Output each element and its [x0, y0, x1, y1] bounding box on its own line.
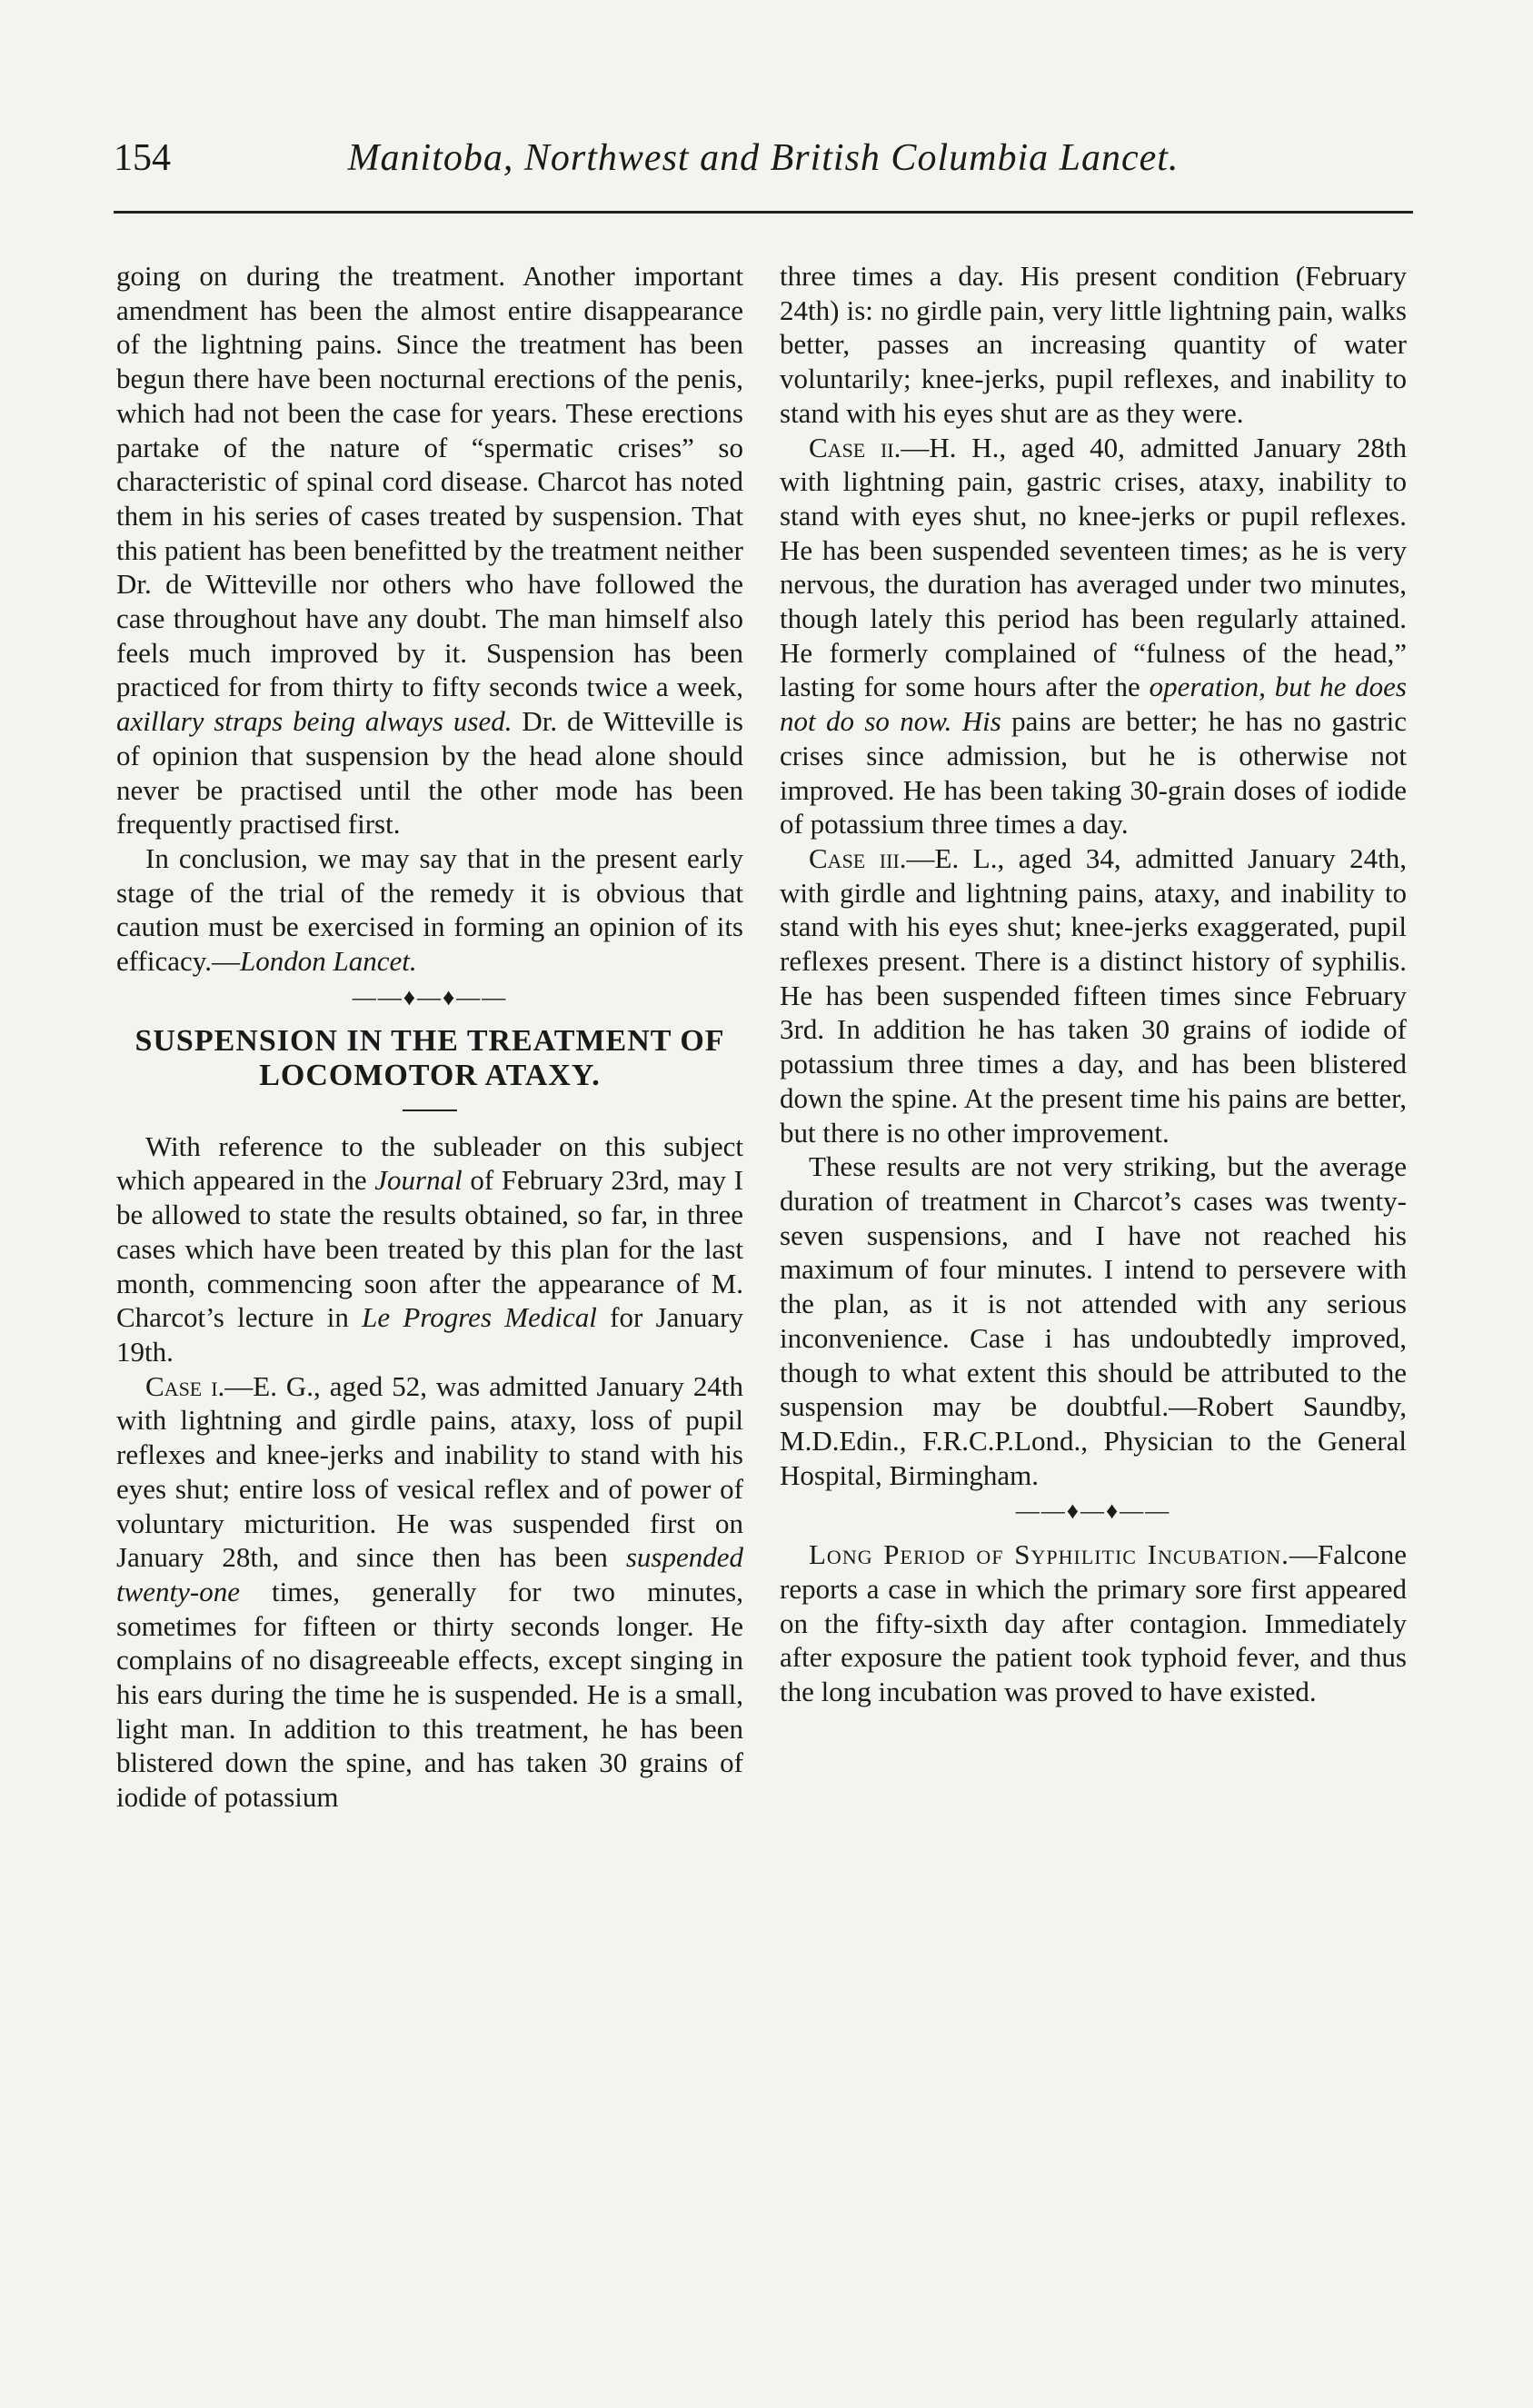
text-run: —Falcone reports a case in which the primary sore first appeared on the fifty-sixth day after contagion. Immediately after exposure the patient took typhoid fever, and thus the long incubation was proved to have existed. — [780, 1538, 1407, 1708]
case-label: Case iii. — [809, 841, 907, 874]
note-paragraph — [780, 1537, 1407, 1709]
italic-text: suspended twenty-one — [116, 1541, 743, 1607]
case-paragraph — [116, 1369, 743, 1815]
left-column — [116, 259, 743, 1815]
ornament-divider: ——♦—♦—— — [352, 983, 508, 1010]
paragraph: These results are not very striking, but the average duration of treatment in Charcot’s cases was twenty-seven suspensions, and I have not reached his maximum of four minutes. I intend to persevere with the plan, as it is not attended with any serious inconvenience. Case i has undoubtedly improved, though to what extent this should be attributed to the suspension may be doubtful.—Robert Saundby, M.D.Edin., F.R.C.P.Lond., Physician to the General Hospital, Birmingham. — [780, 1150, 1407, 1491]
text-run: going on during the treatment. Another important amendment has been the almost entire disappearance of the lightning pains. Since the treatment has been begun there have been nocturnal erections of the penis, which had not been the case for years. These erections partake of the nature of “spermatic crises” so characteristic of spinal cord disease. Charcot has noted them in his series of cases treated by suspension. That this patient has been benefitted by the treatment neither Dr. de Witteville nor others who have followed the case throughout have any doubt. The man himself also feels much improved by it. Suspension has been practiced for from thirty to fifty seconds twice a week, — [116, 260, 743, 703]
case-label: Case ii. — [809, 431, 901, 463]
running-title: Manitoba, Northwest and British Columbia Lancet. — [347, 137, 1180, 179]
header-rule — [114, 211, 1413, 214]
italic-text: axillary straps being always used. — [116, 705, 513, 738]
text-run: —H. H., aged 40, admitted January 28th with lightning pain, gastric crises, ataxy, inability to stand with eyes shut, no knee-jerks or pupil reflexes. He has been suspended seventeen times; as he is very nervous, the duration has averaged under two minutes, though lately this period has been regularly attained. He formerly complained of “fulness of the head,” lasting for some hours after the — [780, 431, 1408, 703]
italic-text: Journal — [374, 1164, 463, 1197]
text-run: Dr. de Witteville is of opinion that suspension by the head alone should never be practised until the other mode has been frequently practised first. — [116, 705, 743, 841]
text-run: of February 23rd, may I be allowed to state the results obtained, so far, in three cases which have been treated by this plan for the last month, commencing soon after the appearance of M. Charcot’s lecture in — [116, 1164, 744, 1334]
page-header — [114, 136, 1413, 191]
page-number: 154 — [114, 137, 171, 179]
section-heading: SUSPENSION IN THE TREATMENT OF LOCOMOTOR ATAXY. — [134, 1023, 725, 1092]
italic-text: operation, but he does not do so now. His — [780, 671, 1407, 738]
text-run: —E. L., aged 34, admitted January 24th, with girdle and lightning pains, ataxy, and inability to stand with his eyes shut; knee-jerks exaggerated, pupil reflexes present. There is a distinct history of syphilis. He has been suspended fifteen times since February 3rd. In addition he has taken 30 grains of iodide of potassium three times a day, and has been blistered down the spine. At the present time his pains are better, but there is no other improvement. — [780, 841, 1407, 1149]
paragraph — [116, 1129, 743, 1369]
paragraph: three times a day. His present condition (February 24th) is: no girdle pain, very little lightning pain, walks better, passes an increasing quantity of water voluntarily; knee-jerks, pupil reflexes, and inability to stand with his eyes shut are as they were. — [780, 260, 1407, 429]
paragraph — [116, 259, 743, 841]
text-run: for January 19th. — [116, 1301, 743, 1368]
text-run: In conclusion, we may say that in the present early stage of the trial of the remedy it is obvious that caution must be exercised in forming an opinion of its efficacy.— — [116, 841, 743, 978]
right-column — [780, 259, 1407, 1709]
case-label: Case i. — [145, 1369, 225, 1402]
case-paragraph — [780, 431, 1407, 841]
text-run: times, generally for two minutes, sometimes for fifteen or thirty seconds longer. He complains of no disagreeable effects, except singing in his ears during the time he is suspended. He is a small, light man. In addition to this treatment, he has been blistered down the spine, and has taken 30 grains of iodide of potassium — [116, 1575, 743, 1814]
short-rule — [403, 1109, 457, 1111]
text-run: —E. G., aged 52, was admitted January 24th with lightning and girdle pains, ataxy, loss of pupil reflexes and knee-jerks and inability to stand with his eyes shut; entire loss of vesical reflex and of power of voluntary micturition. He was suspended first on January 28th, and since then has been — [116, 1369, 743, 1574]
ornament-divider: ——♦—♦—— — [1015, 1498, 1171, 1525]
text-run: With reference to the subleader on this subject which appeared in the — [116, 1129, 743, 1197]
note-title: Long Period of Syphilitic Incubation. — [809, 1538, 1289, 1571]
paragraph — [116, 841, 743, 979]
italic-text: Le Progres Medical — [362, 1301, 597, 1334]
case-paragraph — [780, 841, 1407, 1149]
text-run: pains are better; he has no gastric crises since admission, but he is otherwise not improved. He has been taking 30-grain doses of iodide of potassium three times a day. — [780, 705, 1407, 841]
source-citation: London Lancet. — [239, 945, 417, 978]
